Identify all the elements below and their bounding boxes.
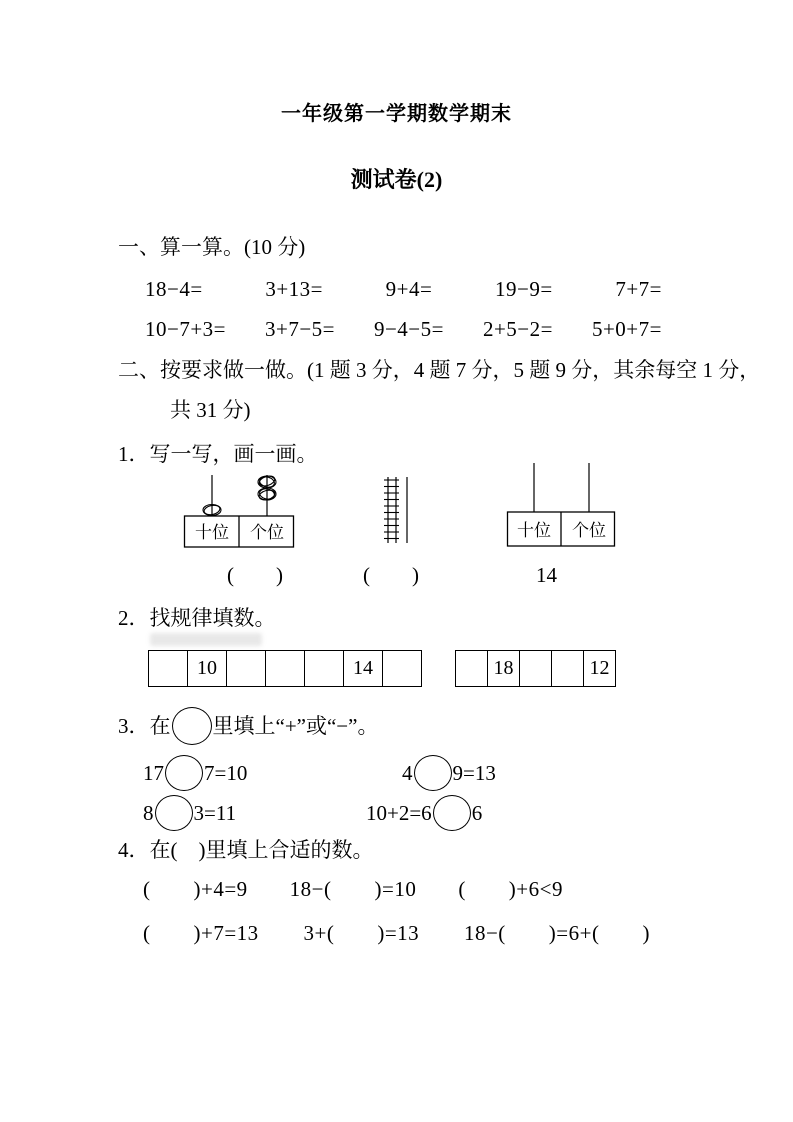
strip-cell [551,650,584,687]
equation-left: 4 [402,760,413,785]
stick-bundle-rungs [384,480,399,539]
answer-circle [433,795,471,831]
strip-cell: 14 [343,650,383,687]
page-subtitle: 测试卷(2) [350,167,443,192]
calc-item: 9+4= [385,277,433,301]
q2-number-strip-right [455,650,616,687]
fill-blank-equation: 18−( )=6+( ) [463,921,650,945]
q3-equation-3 [143,791,236,835]
equation-right: 7=10 [204,760,248,785]
strip-cell: 12 [583,650,616,687]
abacus-beads [203,474,276,516]
strip-cell: 10 [187,650,227,687]
answer-circle [172,707,212,745]
equation-right: 9=13 [452,760,496,785]
q4-label: 4．在( )里填上合适的数。 [118,838,374,862]
equation-right: 6 [471,800,483,825]
answer-circle [165,755,203,791]
calc-item: 3+7−5= [264,317,336,341]
q3-equation-1 [143,751,247,795]
q1-answer-value: 14 [536,563,557,587]
calc-item: 5+0+7= [591,317,662,341]
calc-row-2 [145,316,662,342]
q3-label [118,703,378,749]
calc-item: 3+13= [265,277,324,301]
calc-row-1 [145,276,662,302]
q2-label: 2．找规律填数。 [118,606,276,630]
q4-row-2 [143,920,650,946]
section1-heading: 一、算一算。(10 分) [118,235,306,259]
equation-right: 3=11 [193,800,237,825]
strip-cell [304,650,344,687]
section2-heading-line1: 二、按要求做一做。(1 题 3 分，4 题 7 分，5 题 9 分，其余每空 1 分， [118,358,761,382]
q3-label-suffix: 里填上“+”或“−”。 [212,713,379,738]
q3-equation-4 [366,791,482,835]
strip-cell [265,650,305,687]
section2-heading-line2: 共 31 分) [170,398,251,422]
ones-label: 个位 [250,523,284,542]
fill-blank-equation: ( )+6<9 [458,877,563,901]
q3-label-prefix: 3．在 [118,713,171,738]
eraser-smudge [150,633,262,646]
strip-cell [148,650,188,687]
q2-number-strip-left [148,650,422,687]
place-value-chart-empty [506,462,616,550]
calc-item: 2+5−2= [482,317,553,341]
fill-blank-equation: ( )+4=9 [143,877,248,901]
fill-blank-equation: 18−( )=10 [289,877,417,901]
counting-sticks [383,474,413,546]
answer-circle [155,795,193,831]
equation-left: 17 [143,760,164,785]
q1-label: 1．写一写，画一画。 [118,442,318,466]
q4-row-1 [143,876,563,902]
fill-blank-equation: ( )+7=13 [143,921,259,945]
strip-cell [226,650,266,687]
strip-cell [382,650,422,687]
tens-label: 十位 [517,521,551,540]
calc-item: 18−4= [145,277,203,301]
tens-label: 十位 [195,523,229,542]
strip-cell [519,650,552,687]
place-value-chart-with-beads [183,468,295,550]
strip-cell: 18 [487,650,520,687]
calc-item: 7+7= [615,277,662,301]
ones-label: 个位 [572,521,606,540]
answer-circle [414,755,452,791]
calc-item: 10−7+3= [145,317,227,341]
q1-answer-blank-2: ( ) [363,563,419,587]
q3-equation-2 [402,751,496,795]
page-title: 一年级第一学期数学期末 [281,103,512,125]
strip-cell [455,650,488,687]
equation-left: 10+2=6 [366,800,432,825]
calc-item: 9−4−5= [373,317,444,341]
calc-item: 19−9= [494,277,553,301]
fill-blank-equation: 3+( )=13 [303,921,420,945]
q1-answer-blank-1: ( ) [227,563,283,587]
equation-left: 8 [143,800,154,825]
